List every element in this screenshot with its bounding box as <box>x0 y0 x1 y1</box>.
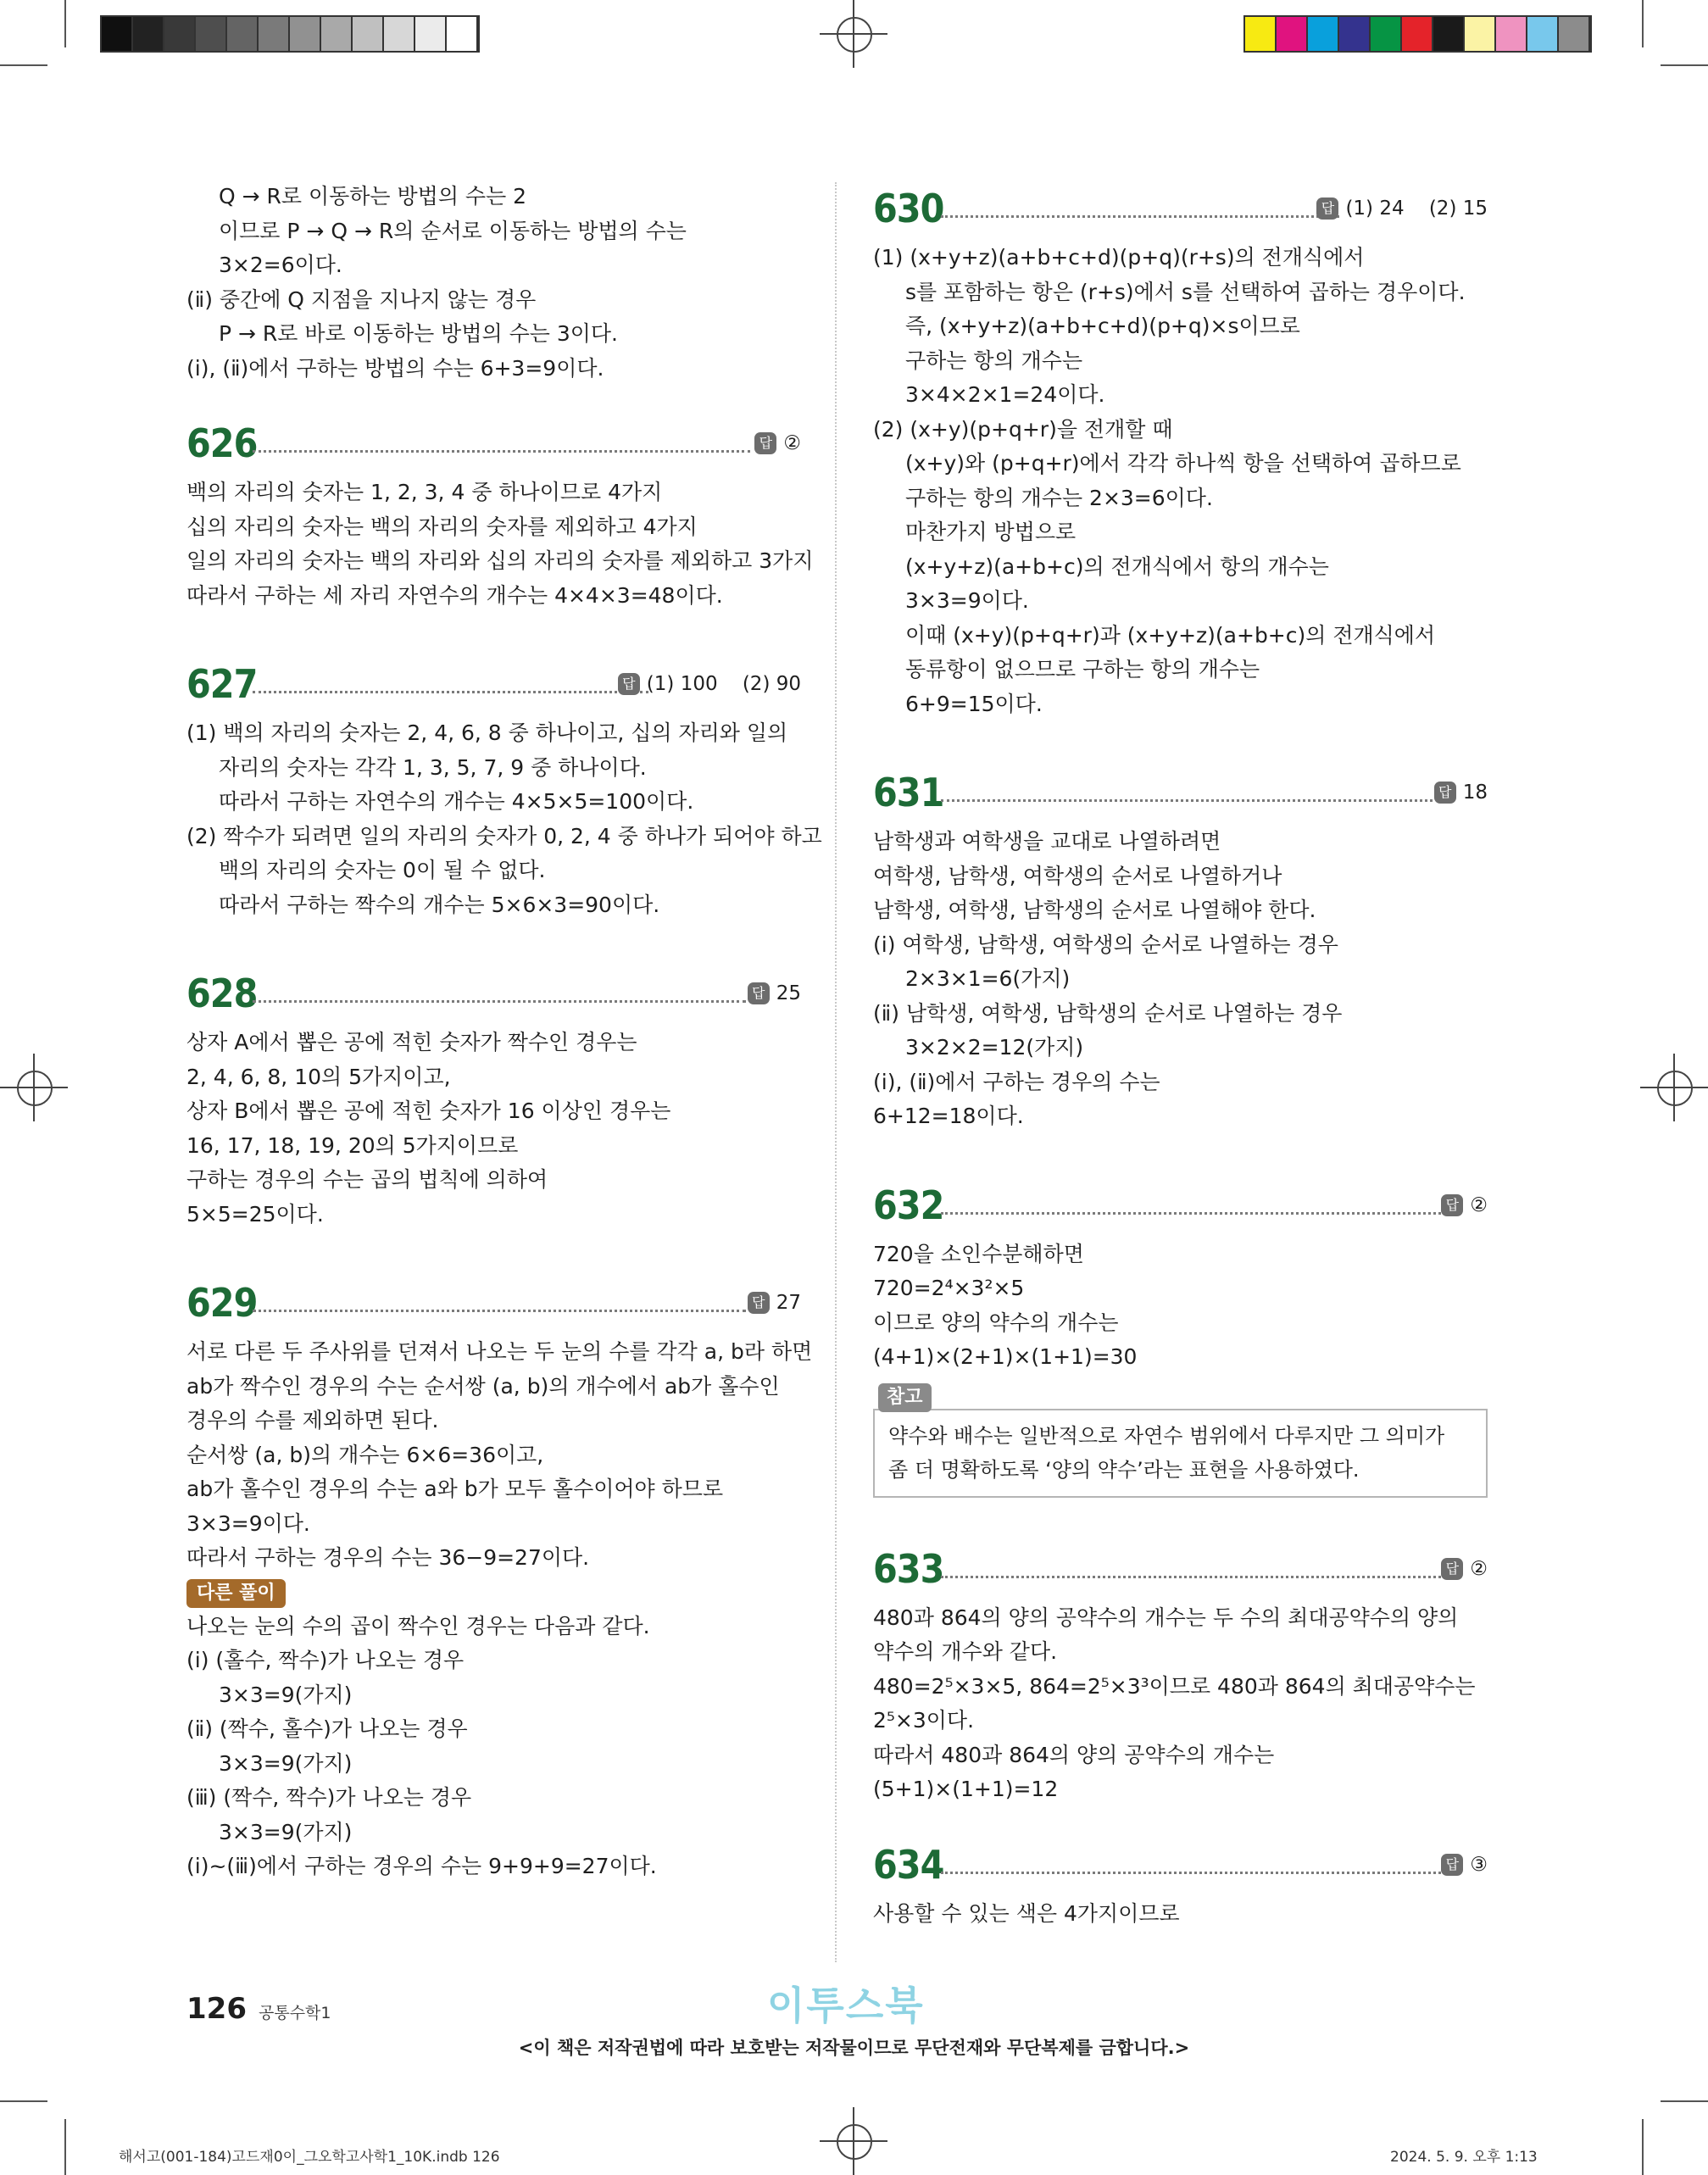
color-swatch <box>227 17 259 51</box>
left-column <box>186 180 822 1884</box>
text-line: (ⅱ) (짝수, 홀수)가 나오는 경우 <box>186 1716 468 1741</box>
text-line: 3×4×2×1=24이다. <box>905 382 1105 407</box>
registration-mark-top <box>820 0 887 68</box>
color-swatch <box>321 17 353 51</box>
answer-label: 답 (1) 100 (2) 90 <box>618 669 801 699</box>
problem-number: 632 <box>873 1182 944 1228</box>
print-timestamp: 2024. 5. 9. 오후 1:13 <box>1390 2149 1538 2166</box>
text-line: 3×3=9(가지) <box>219 1750 353 1776</box>
answer-label: 답 ② <box>1441 1190 1488 1221</box>
text-line: 3×3=9이다. <box>186 1510 310 1536</box>
problem-header <box>873 1182 1488 1229</box>
page-number: 126 <box>186 1992 247 2026</box>
text-line: 2⁵×3이다. <box>873 1708 975 1733</box>
text-line: 이므로 P → Q → R의 순서로 이동하는 방법의 수는 <box>219 218 687 243</box>
problem-627 <box>186 660 822 922</box>
alt-solution-badge: 다른 풀이 <box>186 1579 286 1608</box>
problem-header <box>873 1545 1488 1593</box>
text-line: 3×2=6이다. <box>219 253 342 277</box>
problem-number: 626 <box>186 420 258 466</box>
color-swatch <box>1465 17 1496 51</box>
text-line: (ⅱ) 남학생, 여학생, 남학생의 순서로 나열하는 경우 <box>873 1000 1343 1026</box>
color-swatch <box>196 17 227 51</box>
text-line: ab가 홀수인 경우의 수는 a와 b가 모두 홀수이어야 하므로 <box>186 1477 724 1501</box>
answer-label: 답 ② <box>754 428 801 459</box>
problem-632 <box>873 1182 1488 1498</box>
text-line: 상자 A에서 뽑은 공에 적힌 숫자가 짝수인 경우는 <box>186 1030 637 1054</box>
crop-mark <box>1642 2119 1644 2175</box>
crop-mark <box>1642 0 1644 47</box>
problem-number: 633 <box>873 1545 944 1592</box>
text-line: 자리의 숫자는 각각 1, 3, 5, 7, 9 중 하나이다. <box>219 754 647 780</box>
publisher-logo: 이투스북 <box>767 1983 925 2028</box>
problem-626 <box>186 420 814 613</box>
text-line: 약수의 개수와 같다. <box>873 1639 1058 1664</box>
answer-icon: 답 <box>1316 197 1338 220</box>
text-line: 여학생, 남학생, 여학생의 순서로 나열하거나 <box>873 863 1282 888</box>
text-line: 순서쌍 (a, b)의 개수는 6×6=36이고, <box>186 1442 544 1467</box>
problem-634 <box>873 1841 1488 1932</box>
text-line: (ⅲ) (짝수, 짝수)가 나오는 경우 <box>186 1785 472 1810</box>
answer-icon: 답 <box>618 673 640 695</box>
crop-mark <box>1661 64 1708 66</box>
note-box <box>873 1409 1488 1498</box>
text-line: (ⅰ), (ⅱ)에서 구하는 경우의 수는 <box>873 1069 1160 1094</box>
problem-633 <box>873 1545 1488 1807</box>
problem-header <box>186 970 801 1017</box>
text-line: 구하는 항의 개수는 <box>905 348 1083 373</box>
problem-number: 631 <box>873 770 944 815</box>
text-line: 이때 (x+y)(p+q+r)과 (x+y+z)(a+b+c)의 전개식에서 <box>905 622 1436 648</box>
color-swatch <box>353 17 384 51</box>
text-line: (ⅰ), (ⅱ)에서 구하는 방법의 수는 6+3=9이다. <box>186 355 604 381</box>
text-line: 480=2⁵×3×5, 864=2⁵×3³이므로 480과 864의 최대공약수는 <box>873 1673 1476 1699</box>
problem-number: 628 <box>186 971 258 1016</box>
color-swatch <box>1559 17 1590 51</box>
crop-mark <box>1661 2100 1708 2102</box>
text-line: (1) 백의 자리의 숫자는 2, 4, 6, 8 중 하나이고, 십의 자리와 일의 <box>186 720 788 745</box>
color-bar-grayscale <box>100 15 480 53</box>
answer-label: 답 27 <box>748 1288 801 1318</box>
text-line: (x+y+z)(a+b+c)의 전개식에서 항의 개수는 <box>905 553 1329 579</box>
text-line: (2) (x+y)(p+q+r)을 전개할 때 <box>873 416 1173 442</box>
text-line: 약수와 배수는 일반적으로 자연수 범위에서 다루지만 그 의미가 <box>888 1423 1445 1448</box>
color-swatch <box>1496 17 1527 51</box>
problem-header <box>873 769 1488 816</box>
text-line: 3×3=9(가지) <box>219 1682 353 1707</box>
problem-629 <box>186 1279 813 1884</box>
text-line: 즉, (x+y+z)(a+b+c+d)(p+q)×s이므로 <box>905 314 1300 338</box>
color-swatch <box>384 17 415 51</box>
book-title: 공통수학1 <box>258 2004 331 2022</box>
registration-mark-bottom <box>820 2107 887 2175</box>
answer-icon: 답 <box>1441 1854 1463 1876</box>
text-line: 720=2⁴×3²×5 <box>873 1276 1025 1300</box>
text-line: (ⅰ)~(ⅲ)에서 구하는 경우의 수는 9+9+9=27이다. <box>186 1854 657 1878</box>
color-swatch <box>1308 17 1339 51</box>
color-swatch <box>1371 17 1402 51</box>
text-line: 나오는 눈의 수의 곱이 짝수인 경우는 다음과 같다. <box>186 1613 650 1638</box>
text-line: 16, 17, 18, 19, 20의 5가지이므로 <box>186 1132 519 1158</box>
text-line: 2, 4, 6, 8, 10의 5가지이고, <box>186 1064 451 1089</box>
answer-label: 답 (1) 24 (2) 15 <box>1316 193 1488 224</box>
color-swatch <box>133 17 164 51</box>
column-divider <box>835 182 837 1962</box>
text-line: 남학생, 여학생, 남학생의 순서로 나열해야 한다. <box>873 898 1316 922</box>
color-swatch <box>1245 17 1277 51</box>
registration-mark-right <box>1640 1054 1708 1121</box>
text-line: (1) (x+y+z)(a+b+c+d)(p+q)(r+s)의 전개식에서 <box>873 245 1365 270</box>
text-line: (4+1)×(2+1)×(1+1)=30 <box>873 1344 1138 1369</box>
color-swatch <box>1527 17 1559 51</box>
answer-icon: 답 <box>754 432 776 454</box>
answer-icon: 답 <box>1441 1194 1463 1216</box>
right-column <box>873 185 1488 1931</box>
text-line: 따라서 구하는 경우의 수는 36−9=27이다. <box>186 1545 590 1570</box>
text-line: 2×3×1=6(가지) <box>905 966 1071 991</box>
color-swatch <box>447 17 478 51</box>
problem-number: 627 <box>186 661 258 707</box>
text-line: 이므로 양의 약수의 개수는 <box>873 1310 1119 1335</box>
problem-630 <box>873 185 1488 721</box>
answer-icon: 답 <box>748 1292 770 1314</box>
text-line: (2) 짝수가 되려면 일의 자리의 숫자가 0, 2, 4 중 하나가 되어야 하고 <box>186 823 822 848</box>
note-badge: 참고 <box>878 1383 932 1412</box>
file-info: 해서고(001-184)고드재0이_그오학고사학1_10K.indb 126 <box>119 2149 500 2166</box>
color-swatch <box>259 17 290 51</box>
text-line: 5×5=25이다. <box>186 1201 324 1227</box>
answer-icon: 답 <box>1434 782 1456 804</box>
text-line: 구하는 항의 개수는 2×3=6이다. <box>905 485 1213 510</box>
registration-mark-left <box>0 1054 68 1121</box>
crop-mark <box>0 2100 47 2102</box>
text-line: (x+y)와 (p+q+r)에서 각각 하나씩 항을 선택하여 곱하므로 <box>905 451 1461 476</box>
problem-number: 629 <box>186 1280 258 1326</box>
color-bar-cmyk <box>1243 15 1592 53</box>
text-line: 서로 다른 두 주사위를 던져서 나오는 두 눈의 수를 각각 a, b라 하면 <box>186 1339 813 1364</box>
color-swatch <box>102 17 133 51</box>
text-line: P → R로 바로 이동하는 방법의 수는 3이다. <box>219 321 618 346</box>
color-swatch <box>1402 17 1433 51</box>
text-line: 6+12=18이다. <box>873 1104 1024 1128</box>
text-line: 백의 자리의 숫자는 0이 될 수 없다. <box>219 858 546 882</box>
color-swatch <box>290 17 321 51</box>
crop-mark <box>0 64 47 66</box>
text-line: Q → R로 이동하는 방법의 수는 2 <box>219 184 527 209</box>
answer-label: 답 25 <box>748 978 801 1009</box>
text-line: 마찬가지 방법으로 <box>905 520 1077 544</box>
text-line: (ⅰ) (홀수, 짝수)가 나오는 경우 <box>186 1648 465 1672</box>
text-line: ab가 짝수인 경우의 수는 순서쌍 (a, b)의 개수에서 ab가 홀수인 <box>186 1373 780 1399</box>
crop-mark <box>64 2119 66 2175</box>
crop-mark <box>64 0 66 47</box>
text-line: 구하는 경우의 수는 곱의 법칙에 의하여 <box>186 1167 548 1192</box>
problem-number: 630 <box>873 186 944 231</box>
text-line: 백의 자리의 숫자는 1, 2, 3, 4 중 하나이므로 4가지 <box>186 480 663 504</box>
color-swatch <box>164 17 196 51</box>
problem-header <box>186 660 801 708</box>
text-line: 따라서 구하는 자연수의 개수는 4×5×5=100이다. <box>219 789 694 814</box>
problem-628 <box>186 970 801 1232</box>
color-swatch <box>415 17 447 51</box>
color-swatch <box>1433 17 1465 51</box>
problem-number: 634 <box>873 1841 944 1888</box>
text-line: 남학생과 여학생을 교대로 나열하려면 <box>873 829 1221 854</box>
text-line: 720을 소인수분해하면 <box>873 1241 1084 1266</box>
page-footer-label <box>186 1992 331 2026</box>
color-swatch <box>1277 17 1308 51</box>
copyright-notice: <이 책은 저작권법에 따라 보호받는 저작물이므로 무단전재와 무단복제를 금합니다.> <box>518 2038 1190 2058</box>
text-line: 3×3=9이다. <box>905 588 1029 613</box>
text-line: 3×3=9(가지) <box>219 1819 353 1844</box>
text-line: s를 포함하는 항은 (r+s)에서 s를 선택하여 곱하는 경우이다. <box>905 279 1466 304</box>
answer-label: 답 ③ <box>1441 1850 1488 1880</box>
text-line: 따라서 480과 864의 양의 공약수의 개수는 <box>873 1742 1275 1767</box>
text-line: 사용할 수 있는 색은 4가지이므로 <box>873 1900 1180 1926</box>
text-line: 3×2×2=12(가지) <box>905 1035 1084 1060</box>
problem-header <box>873 1841 1488 1889</box>
text-line: 480과 864의 양의 공약수의 개수는 두 수의 최대공약수의 양의 <box>873 1605 1459 1630</box>
problem-header <box>186 1279 801 1327</box>
text-line: (ⅰ) 여학생, 남학생, 여학생의 순서로 나열하는 경우 <box>873 932 1338 957</box>
answer-label: 답 18 <box>1434 777 1488 808</box>
problem-header <box>873 185 1488 232</box>
text-line: 십의 자리의 숫자는 백의 자리의 숫자를 제외하고 4가지 <box>186 514 698 539</box>
color-swatch <box>1339 17 1371 51</box>
continued-solution <box>186 180 801 386</box>
text-line: 일의 자리의 숫자는 백의 자리와 십의 자리의 숫자를 제외하고 3가지 <box>186 548 814 573</box>
text-line: 따라서 구하는 세 자리 자연수의 개수는 4×4×3=48이다. <box>186 582 723 608</box>
problem-header <box>186 420 801 467</box>
text-line: 동류항이 없으므로 구하는 항의 개수는 <box>905 657 1260 681</box>
text-line: 상자 B에서 뽑은 공에 적힌 숫자가 16 이상인 경우는 <box>186 1099 671 1123</box>
answer-icon: 답 <box>1441 1558 1463 1580</box>
text-line: 6+9=15이다. <box>905 691 1043 716</box>
text-line: (ⅱ) 중간에 Q 지점을 지나지 않는 경우 <box>186 286 537 312</box>
text-line: 좀 더 명확하도록 ‘양의 약수’라는 표현을 사용하였다. <box>888 1458 1360 1482</box>
text-line: 경우의 수를 제외하면 된다. <box>186 1408 439 1432</box>
problem-631 <box>873 769 1488 1134</box>
text-line: 따라서 구하는 짝수의 개수는 5×6×3=90이다. <box>219 892 660 917</box>
text-line: (5+1)×(1+1)=12 <box>873 1777 1059 1801</box>
answer-label: 답 ② <box>1441 1554 1488 1584</box>
answer-icon: 답 <box>748 982 770 1004</box>
